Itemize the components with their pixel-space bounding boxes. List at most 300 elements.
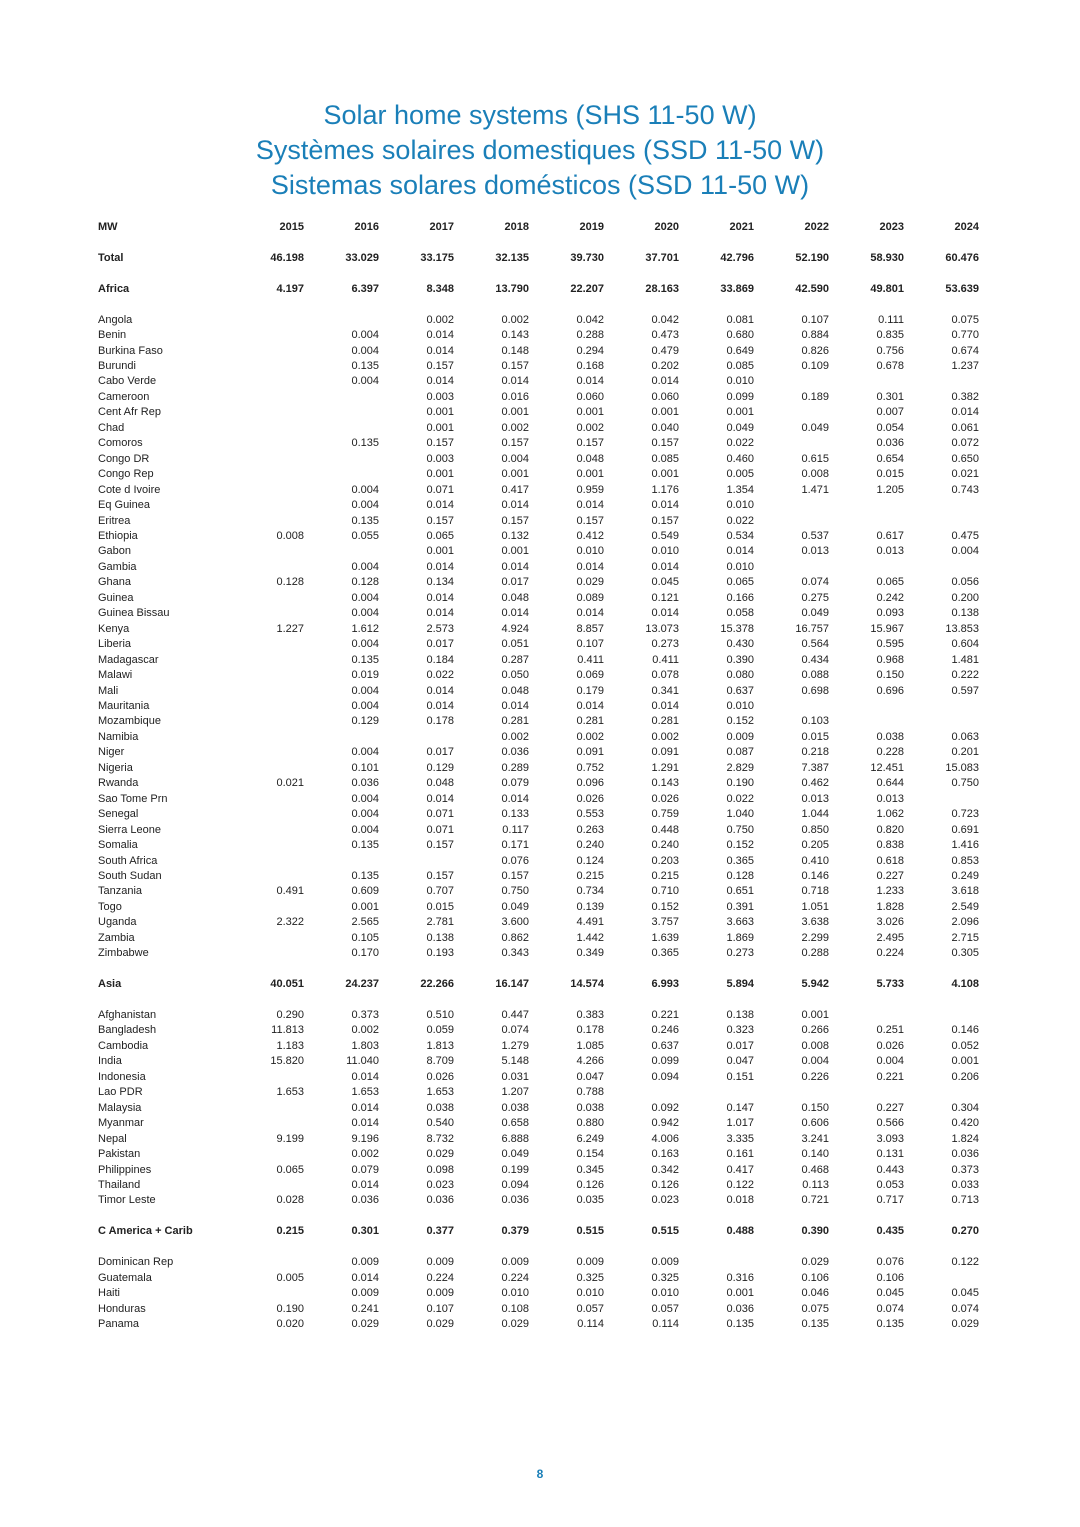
cell-value: 0.147 bbox=[726, 1101, 754, 1114]
cell-value: 0.759 bbox=[651, 808, 679, 821]
table-row bbox=[98, 313, 979, 328]
cell-value: 0.154 bbox=[576, 1148, 604, 1161]
year-header: 2016 bbox=[354, 221, 379, 233]
cell-value: 0.009 bbox=[726, 730, 754, 743]
cell-value bbox=[229, 514, 304, 529]
cell-value: 0.005 bbox=[726, 468, 754, 481]
cell-value: 0.135 bbox=[351, 437, 379, 450]
table-row bbox=[98, 714, 979, 729]
cell-value: 6.397 bbox=[351, 282, 379, 295]
cell-value: 0.126 bbox=[576, 1179, 604, 1192]
row-label: South Sudan bbox=[98, 869, 162, 882]
cell-value: 0.146 bbox=[801, 869, 829, 882]
cell-value: 0.143 bbox=[501, 329, 529, 342]
cell-value: 0.107 bbox=[576, 638, 604, 651]
cell-value: 0.325 bbox=[576, 1271, 604, 1284]
cell-value: 4.006 bbox=[651, 1132, 679, 1145]
cell-value: 0.218 bbox=[801, 746, 829, 759]
cell-value: 0.001 bbox=[801, 1009, 829, 1022]
cell-value: 0.138 bbox=[726, 1009, 754, 1022]
cell-value: 0.224 bbox=[876, 947, 904, 960]
cell-value bbox=[229, 313, 304, 328]
table-row bbox=[98, 421, 979, 436]
cell-value: 0.014 bbox=[951, 406, 979, 419]
cell-value: 16.147 bbox=[495, 978, 529, 991]
cell-value: 0.674 bbox=[951, 344, 979, 357]
cell-value: 0.014 bbox=[501, 607, 529, 620]
year-header: 2023 bbox=[879, 221, 904, 233]
cell-value: 3.618 bbox=[951, 885, 979, 898]
cell-value: 0.008 bbox=[801, 1039, 829, 1052]
cell-value: 37.701 bbox=[645, 251, 679, 264]
cell-value: 0.281 bbox=[501, 715, 529, 728]
cell-value: 0.157 bbox=[501, 869, 529, 882]
cell-value: 0.157 bbox=[576, 514, 604, 527]
cell-value: 0.349 bbox=[576, 947, 604, 960]
row-label: Madagascar bbox=[98, 653, 159, 666]
row-label: Ghana bbox=[98, 576, 132, 589]
cell-value: 1.653 bbox=[276, 1086, 304, 1099]
cell-value: 0.151 bbox=[726, 1070, 754, 1083]
cell-value: 0.049 bbox=[801, 421, 829, 434]
cell-value bbox=[904, 560, 979, 575]
table-row bbox=[98, 498, 979, 513]
cell-value: 1.442 bbox=[576, 931, 604, 944]
cell-value: 0.049 bbox=[801, 607, 829, 620]
cell-value: 0.094 bbox=[501, 1179, 529, 1192]
table-row bbox=[98, 622, 979, 637]
cell-value: 0.122 bbox=[951, 1256, 979, 1269]
row-label: Tanzania bbox=[98, 885, 143, 898]
cell-value: 0.553 bbox=[576, 808, 604, 821]
table-row bbox=[98, 823, 979, 838]
cell-value: 0.004 bbox=[351, 808, 379, 821]
cell-value: 0.549 bbox=[651, 530, 679, 543]
cell-value: 9.196 bbox=[351, 1132, 379, 1145]
cell-value: 0.157 bbox=[426, 869, 454, 882]
cell-value: 3.241 bbox=[801, 1132, 829, 1145]
cell-value: 0.001 bbox=[576, 406, 604, 419]
spacer-row bbox=[98, 266, 979, 281]
cell-value: 0.010 bbox=[501, 1287, 529, 1300]
cell-value: 0.099 bbox=[726, 390, 754, 403]
year-header: 2019 bbox=[579, 221, 604, 233]
cell-value: 1.291 bbox=[651, 761, 679, 774]
cell-value: 0.022 bbox=[426, 669, 454, 682]
cell-value bbox=[229, 637, 304, 652]
cell-value: 0.365 bbox=[726, 854, 754, 867]
year-header: 2021 bbox=[729, 221, 754, 233]
cell-value: 3.638 bbox=[801, 916, 829, 929]
cell-value: 0.014 bbox=[501, 792, 529, 805]
row-label: Cent Afr Rep bbox=[98, 406, 161, 419]
cell-value: 0.009 bbox=[651, 1256, 679, 1269]
cell-value: 0.190 bbox=[276, 1302, 304, 1315]
cell-value: 0.069 bbox=[576, 669, 604, 682]
cell-value: 0.838 bbox=[876, 839, 904, 852]
cell-value: 0.609 bbox=[351, 885, 379, 898]
cell-value: 0.134 bbox=[426, 576, 454, 589]
cell-value: 0.133 bbox=[501, 808, 529, 821]
table-row bbox=[98, 807, 979, 822]
cell-value: 0.018 bbox=[726, 1194, 754, 1207]
table-row-subtotal bbox=[98, 282, 979, 297]
cell-value: 2.322 bbox=[276, 916, 304, 929]
cell-value: 2.096 bbox=[951, 916, 979, 929]
title-english: Solar home systems (SHS 11-50 W) bbox=[323, 100, 757, 130]
cell-value: 0.615 bbox=[801, 452, 829, 465]
table-row bbox=[98, 359, 979, 374]
cell-value: 0.098 bbox=[426, 1163, 454, 1176]
cell-value: 0.010 bbox=[651, 1287, 679, 1300]
cell-value: 0.014 bbox=[651, 560, 679, 573]
cell-value bbox=[229, 838, 304, 853]
cell-value: 15.820 bbox=[270, 1055, 304, 1068]
cell-value: 0.048 bbox=[501, 591, 529, 604]
cell-value: 0.055 bbox=[351, 530, 379, 543]
cell-value: 5.894 bbox=[726, 978, 754, 991]
year-header: 2024 bbox=[954, 221, 979, 233]
cell-value: 0.139 bbox=[576, 900, 604, 913]
page-title bbox=[0, 98, 1080, 203]
cell-value bbox=[229, 1255, 304, 1270]
row-label: Somalia bbox=[98, 839, 138, 852]
cell-value: 0.004 bbox=[351, 746, 379, 759]
cell-value bbox=[904, 1008, 979, 1023]
cell-value: 24.237 bbox=[345, 978, 379, 991]
cell-value: 0.029 bbox=[801, 1256, 829, 1269]
cell-value: 0.135 bbox=[351, 514, 379, 527]
cell-value: 0.004 bbox=[351, 591, 379, 604]
cell-value: 0.074 bbox=[876, 1302, 904, 1315]
cell-value: 1.040 bbox=[726, 808, 754, 821]
cell-value: 0.023 bbox=[651, 1194, 679, 1207]
cell-value: 0.114 bbox=[652, 1318, 679, 1331]
cell-value: 42.796 bbox=[720, 251, 754, 264]
cell-value: 0.373 bbox=[951, 1163, 979, 1176]
cell-value: 15.967 bbox=[870, 622, 904, 635]
row-label: Lao PDR bbox=[98, 1086, 143, 1099]
cell-value: 0.075 bbox=[951, 313, 979, 326]
cell-value: 39.730 bbox=[570, 251, 604, 264]
cell-value: 0.215 bbox=[276, 1225, 304, 1238]
cell-value: 0.007 bbox=[876, 406, 904, 419]
cell-value: 0.099 bbox=[651, 1055, 679, 1068]
table-row bbox=[98, 1132, 979, 1147]
cell-value bbox=[754, 405, 829, 420]
cell-value: 0.750 bbox=[951, 777, 979, 790]
cell-value: 0.047 bbox=[726, 1055, 754, 1068]
cell-value: 0.009 bbox=[351, 1256, 379, 1269]
table-row bbox=[98, 1178, 979, 1193]
table-body bbox=[98, 235, 979, 1332]
cell-value: 0.038 bbox=[576, 1101, 604, 1114]
spacer-row bbox=[98, 962, 979, 977]
cell-value: 0.015 bbox=[426, 900, 454, 913]
cell-value: 0.515 bbox=[576, 1225, 604, 1238]
row-label: Uganda bbox=[98, 916, 137, 929]
cell-value: 0.157 bbox=[426, 839, 454, 852]
cell-value: 0.281 bbox=[576, 715, 604, 728]
cell-value: 0.959 bbox=[576, 483, 604, 496]
cell-value bbox=[229, 374, 304, 389]
cell-value: 3.093 bbox=[876, 1132, 904, 1145]
cell-value: 0.004 bbox=[501, 452, 529, 465]
cell-value bbox=[229, 359, 304, 374]
cell-value: 0.128 bbox=[351, 576, 379, 589]
cell-value: 0.595 bbox=[876, 638, 904, 651]
table-row bbox=[98, 776, 979, 791]
row-label: Bangladesh bbox=[98, 1024, 157, 1037]
row-label: Cabo Verde bbox=[98, 375, 157, 388]
cell-value: 2.549 bbox=[951, 900, 979, 913]
cell-value: 0.126 bbox=[651, 1179, 679, 1192]
cell-value: 0.304 bbox=[951, 1101, 979, 1114]
table-row bbox=[98, 792, 979, 807]
cell-value: 8.709 bbox=[426, 1055, 454, 1068]
cell-value: 0.071 bbox=[426, 483, 454, 496]
cell-value: 0.001 bbox=[426, 406, 454, 419]
cell-value: 0.045 bbox=[951, 1287, 979, 1300]
cell-value bbox=[304, 313, 379, 328]
cell-value: 0.014 bbox=[351, 1179, 379, 1192]
cell-value: 0.014 bbox=[501, 700, 529, 712]
cell-value: 0.537 bbox=[801, 530, 829, 543]
cell-value bbox=[754, 514, 829, 529]
cell-value: 0.566 bbox=[876, 1117, 904, 1130]
cell-value: 0.075 bbox=[801, 1302, 829, 1315]
cell-value: 0.076 bbox=[876, 1256, 904, 1269]
cell-value: 0.109 bbox=[801, 360, 829, 373]
cell-value: 0.224 bbox=[501, 1271, 529, 1284]
row-label: Haiti bbox=[98, 1287, 121, 1300]
cell-value: 0.365 bbox=[651, 947, 679, 960]
row-label: Dominican Rep bbox=[98, 1256, 174, 1269]
cell-value: 58.930 bbox=[870, 251, 904, 264]
cell-value: 0.014 bbox=[651, 499, 679, 512]
cell-value: 1.051 bbox=[801, 900, 829, 913]
cell-value: 0.057 bbox=[576, 1302, 604, 1315]
cell-value: 1.085 bbox=[576, 1039, 604, 1052]
cell-value: 0.168 bbox=[576, 360, 604, 373]
cell-value: 0.434 bbox=[801, 653, 829, 666]
cell-value: 0.170 bbox=[351, 947, 379, 960]
cell-value: 0.014 bbox=[426, 607, 454, 620]
cell-value: 1.803 bbox=[351, 1039, 379, 1052]
cell-value bbox=[229, 544, 304, 559]
cell-value: 0.085 bbox=[651, 452, 679, 465]
cell-value bbox=[229, 1070, 304, 1085]
cell-value: 49.801 bbox=[870, 282, 904, 295]
cell-value: 0.152 bbox=[726, 839, 754, 852]
cell-value bbox=[229, 668, 304, 683]
row-label: Malawi bbox=[98, 669, 133, 682]
spacer-row bbox=[98, 297, 979, 312]
cell-value: 2.829 bbox=[726, 761, 754, 774]
cell-value: 0.004 bbox=[351, 499, 379, 512]
cell-value: 0.680 bbox=[726, 329, 754, 342]
spacer-row bbox=[98, 1209, 979, 1224]
cell-value: 0.045 bbox=[651, 576, 679, 589]
cell-value: 0.014 bbox=[426, 684, 454, 697]
cell-value: 0.138 bbox=[426, 931, 454, 944]
cell-value: 0.017 bbox=[426, 638, 454, 651]
cell-value: 0.038 bbox=[501, 1101, 529, 1114]
cell-value: 2.573 bbox=[426, 622, 454, 635]
cell-value bbox=[829, 699, 904, 714]
cell-value: 0.637 bbox=[726, 684, 754, 697]
cell-value: 0.074 bbox=[501, 1024, 529, 1037]
cell-value bbox=[304, 544, 379, 559]
table-row bbox=[98, 452, 979, 467]
cell-value bbox=[754, 1085, 829, 1100]
cell-value: 0.382 bbox=[951, 390, 979, 403]
cell-value bbox=[754, 374, 829, 389]
cell-value: 0.085 bbox=[726, 360, 754, 373]
cell-value: 0.036 bbox=[501, 746, 529, 759]
cell-value: 0.010 bbox=[576, 1287, 604, 1300]
table-row bbox=[98, 1039, 979, 1054]
row-label: Congo Rep bbox=[98, 468, 154, 481]
cell-value: 0.391 bbox=[726, 900, 754, 913]
row-label: Niger bbox=[98, 746, 125, 759]
cell-value: 0.079 bbox=[351, 1163, 379, 1176]
cell-value: 0.691 bbox=[951, 823, 979, 836]
cell-value: 0.004 bbox=[351, 792, 379, 805]
row-label: Afghanistan bbox=[98, 1009, 157, 1022]
cell-value: 1.869 bbox=[726, 931, 754, 944]
cell-value: 0.606 bbox=[801, 1117, 829, 1130]
cell-value: 0.017 bbox=[501, 576, 529, 589]
cell-value bbox=[229, 328, 304, 343]
cell-value: 0.060 bbox=[576, 390, 604, 403]
cell-value: 0.835 bbox=[876, 329, 904, 342]
cell-value: 0.014 bbox=[501, 499, 529, 512]
cell-value: 0.678 bbox=[876, 360, 904, 373]
table-row bbox=[98, 374, 979, 389]
cell-value: 0.079 bbox=[501, 777, 529, 790]
cell-value: 0.752 bbox=[576, 761, 604, 774]
cell-value: 0.644 bbox=[876, 777, 904, 790]
cell-value: 0.756 bbox=[876, 344, 904, 357]
cell-value: 8.732 bbox=[426, 1132, 454, 1145]
cell-value: 4.197 bbox=[276, 282, 304, 295]
table-row bbox=[98, 606, 979, 621]
row-label: Chad bbox=[98, 421, 125, 434]
cell-value: 0.089 bbox=[576, 591, 604, 604]
cell-value: 0.042 bbox=[651, 313, 679, 326]
cell-value: 0.135 bbox=[351, 360, 379, 373]
table-row bbox=[98, 575, 979, 590]
cell-value: 0.179 bbox=[576, 684, 604, 697]
cell-value: 0.010 bbox=[726, 499, 754, 512]
cell-value: 0.010 bbox=[651, 545, 679, 558]
cell-value: 0.263 bbox=[576, 823, 604, 836]
cell-value: 0.005 bbox=[276, 1271, 304, 1284]
cell-value: 0.410 bbox=[801, 854, 829, 867]
cell-value: 0.850 bbox=[801, 823, 829, 836]
cell-value: 0.053 bbox=[876, 1179, 904, 1192]
cell-value: 1.044 bbox=[801, 808, 829, 821]
cell-value bbox=[229, 792, 304, 807]
cell-value: 0.020 bbox=[276, 1318, 304, 1331]
cell-value: 0.093 bbox=[876, 607, 904, 620]
cell-value: 0.227 bbox=[876, 869, 904, 882]
row-label: Togo bbox=[98, 900, 122, 913]
cell-value bbox=[904, 1085, 979, 1100]
table-row bbox=[98, 684, 979, 699]
row-label: Cameroon bbox=[98, 390, 150, 403]
cell-value: 0.114 bbox=[577, 1318, 604, 1331]
row-label: Senegal bbox=[98, 808, 139, 821]
cell-value bbox=[829, 1008, 904, 1023]
cell-value bbox=[229, 730, 304, 745]
cell-value: 0.473 bbox=[651, 329, 679, 342]
cell-value: 0.618 bbox=[876, 854, 904, 867]
cell-value: 1.639 bbox=[651, 931, 679, 944]
cell-value: 1.176 bbox=[651, 483, 679, 496]
cell-value: 0.046 bbox=[801, 1287, 829, 1300]
cell-value: 1.233 bbox=[876, 885, 904, 898]
year-header: 2017 bbox=[429, 221, 454, 233]
cell-value: 0.294 bbox=[576, 344, 604, 357]
cell-value: 0.002 bbox=[501, 313, 529, 326]
cell-value: 0.658 bbox=[501, 1117, 529, 1130]
cell-value bbox=[229, 869, 304, 884]
cell-value bbox=[229, 807, 304, 822]
cell-value: 0.178 bbox=[426, 715, 454, 728]
cell-value bbox=[229, 467, 304, 482]
cell-value: 0.246 bbox=[651, 1024, 679, 1037]
table-row bbox=[98, 591, 979, 606]
cell-value: 0.014 bbox=[426, 591, 454, 604]
row-label: Ethiopia bbox=[98, 530, 138, 543]
cell-value: 6.993 bbox=[651, 978, 679, 991]
table-row bbox=[98, 854, 979, 869]
cell-value bbox=[229, 452, 304, 467]
cell-value bbox=[904, 514, 979, 529]
cell-value: 0.717 bbox=[876, 1194, 904, 1207]
row-label: Guinea bbox=[98, 591, 134, 604]
table-row bbox=[98, 699, 979, 714]
cell-value: 0.417 bbox=[726, 1163, 754, 1176]
cell-value: 0.968 bbox=[876, 653, 904, 666]
row-label: C America + Carib bbox=[98, 1225, 193, 1238]
cell-value: 0.003 bbox=[426, 390, 454, 403]
cell-value bbox=[829, 1085, 904, 1100]
cell-value: 0.101 bbox=[351, 761, 379, 774]
cell-value: 4.108 bbox=[951, 978, 979, 991]
row-label: South Africa bbox=[98, 854, 158, 867]
cell-value: 9.199 bbox=[276, 1132, 304, 1145]
cell-value: 0.342 bbox=[651, 1163, 679, 1176]
cell-value: 0.597 bbox=[951, 684, 979, 697]
cell-value: 0.122 bbox=[726, 1179, 754, 1192]
cell-value: 0.017 bbox=[426, 746, 454, 759]
cell-value: 0.021 bbox=[951, 468, 979, 481]
row-label: Benin bbox=[98, 329, 127, 342]
cell-value: 0.215 bbox=[576, 869, 604, 882]
cell-value bbox=[604, 1085, 679, 1100]
cell-value: 0.022 bbox=[726, 514, 754, 527]
cell-value: 0.604 bbox=[951, 638, 979, 651]
cell-value: 11.813 bbox=[271, 1024, 304, 1037]
cell-value: 0.091 bbox=[576, 746, 604, 759]
cell-value: 0.654 bbox=[876, 452, 904, 465]
cell-value: 2.715 bbox=[951, 931, 979, 944]
cell-value: 0.065 bbox=[426, 530, 454, 543]
table-row bbox=[98, 1317, 979, 1332]
